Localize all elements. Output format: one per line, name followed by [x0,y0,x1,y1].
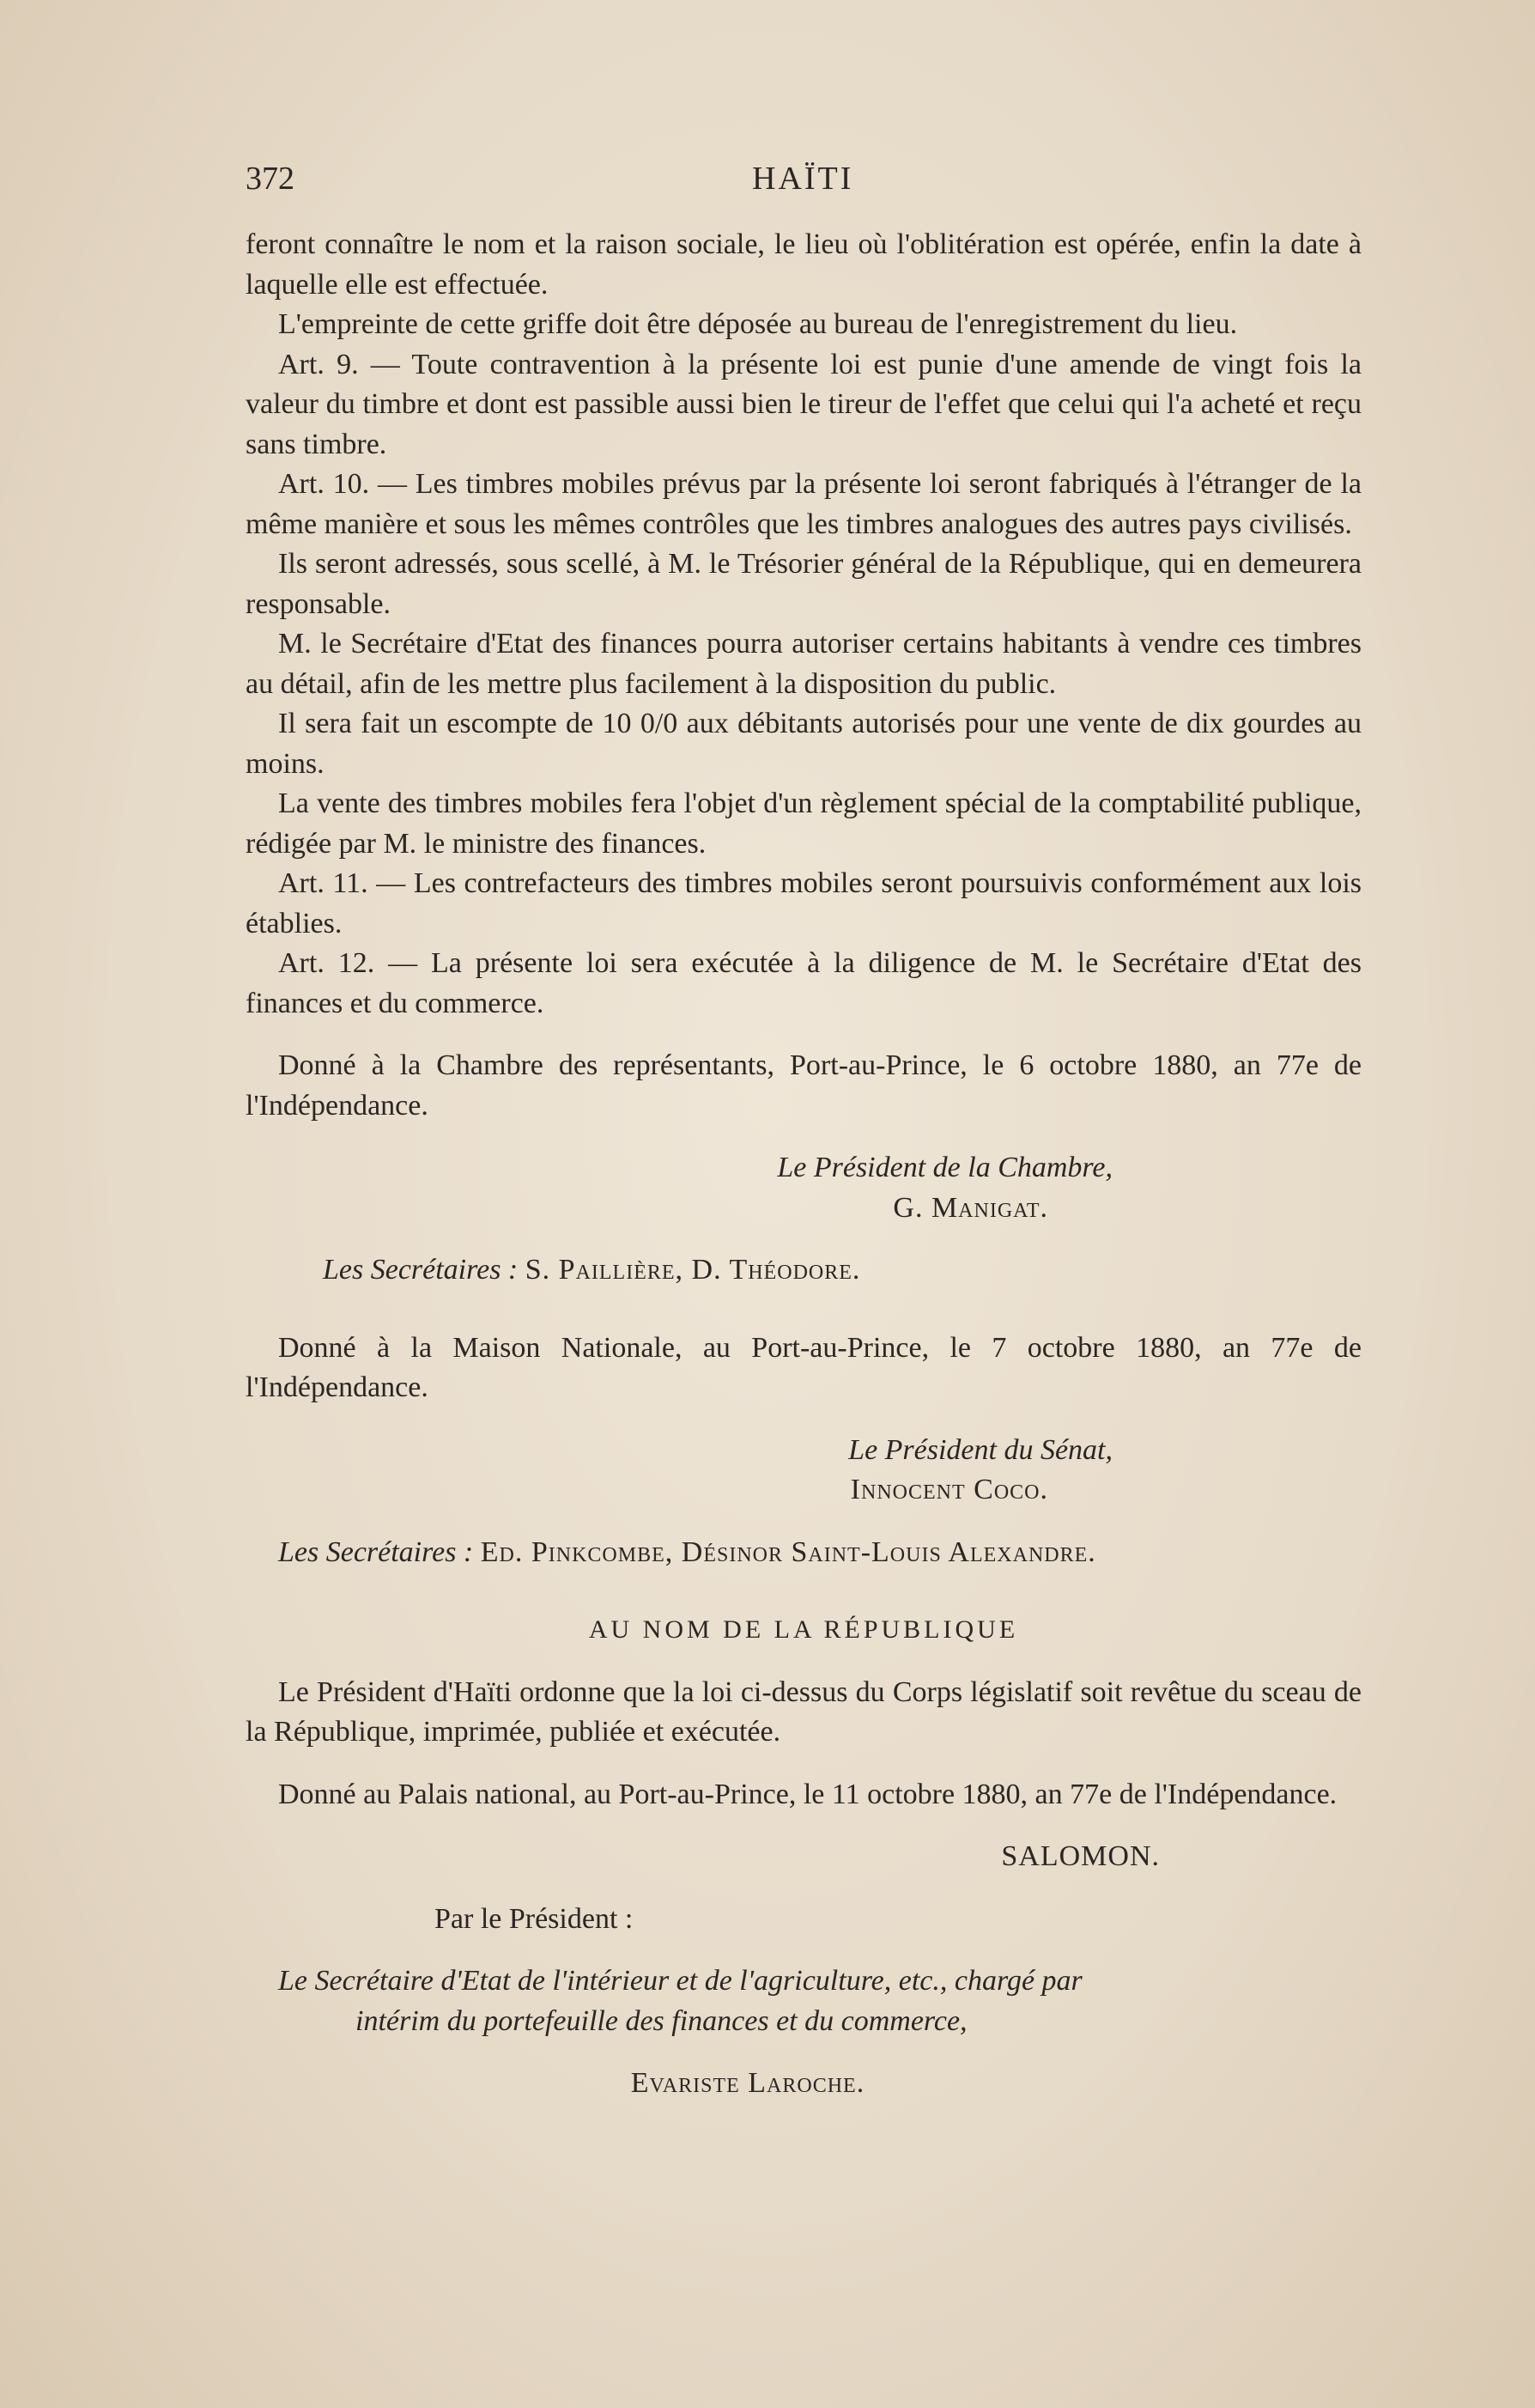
secretaire-line-2: intérim du portefeuille des finances et du commerce, [355,2004,968,2037]
senat-president-title: Le Président du Sénat, [848,1433,1113,1466]
paragraph: L'empreinte de cette griffe doit être déposée au bureau de l'enregistrement du lieu. [278,308,1238,340]
chambre-given: Donné à la Chambre des représentants, Port-au-Prince, le 6 octobre 1880, an 77e de l'Indépendance. [246,1049,1362,1122]
secretaire-name: Evariste Laroche. [630,2067,865,2099]
secretaires-names: Ed. Pinkcombe, Désinor Saint-Louis Alexandre. [480,1535,1096,1568]
republique-given: Donné au Palais national, au Port-au-Prince, le 11 octobre 1880, an 77e de l'Indépendance. [278,1778,1338,1810]
chambre-president-title: Le Président de la Chambre, [777,1152,1113,1183]
secretaires-label: Les Secrétaires : [278,1535,474,1568]
article-10: Art. 10. — Les timbres mobiles prévus par la présente loi seront fabriqués à l'étranger de la même manière et sous les mêmes contrôles que les timbres analogues des autres pays civilisés. [246,468,1362,540]
senat-president-name: Innocent Coco. [850,1474,1048,1505]
republique-order: Le Président d'Haïti ordonne que la loi ci-dessus du Corps législatif soit revêtue du sceau de la République, imprimée, publiée et exécutée. [246,1675,1362,1748]
body-text [246,225,1362,2104]
paragraph: Il sera fait un escompte de 10 0/0 aux débitants autorisés pour une vente de dix gourdes au moins. [246,708,1362,780]
secretaires-label: Les Secrétaires : [323,1254,519,1286]
paragraph: M. le Secrétaire d'Etat des finances pourra autoriser certains habitants à vendre ces timbres au détail, afin de les mettre plus facilement à la disposition du public. [246,628,1362,700]
paragraph: Ils seront adressés, sous scellé, à M. le Trésorier général de la République, qui en demeurera responsable. [246,548,1362,620]
article-9: Art. 9. — Toute contravention à la présente loi est punie d'une amende de vingt fois la valeur du timbre et dont est passible aussi bien le tireur de l'effet que celui qui l'a acheté et reçu sans timbre. [246,348,1362,460]
article-12: Art. 12. — La présente loi sera exécutée à la diligence de M. le Secrétaire d'Etat des finances et du commerce. [246,947,1362,1019]
senat-given: Donné à la Maison Nationale, au Port-au-Prince, le 7 octobre 1880, an 77e de l'Indépendance. [246,1331,1362,1403]
page-header [246,160,1362,211]
senat-secretaires [246,1533,1362,1573]
article-11: Art. 11. — Les contrefacteurs des timbres mobiles seront poursuivis conformément aux lois établies. [246,867,1362,939]
running-title: HAÏTI [752,161,854,197]
republique-heading: AU NOM DE LA RÉPUBLIQUE [588,1615,1019,1644]
secretaires-names: S. Paillière, D. Théodore. [525,1254,861,1286]
paragraph: feront connaître le nom et la raison sociale, le lieu où l'oblitération est opérée, enfin la date à laquelle elle est effectuée. [246,228,1362,301]
chambre-secretaires [246,1250,1362,1291]
par-le-president: Par le Président : [434,1902,634,1935]
page-number: 372 [246,161,294,197]
secretaire-line-1: Le Secrétaire d'Etat de l'intérieur et de l'agriculture, etc., chargé par [278,1965,1083,1997]
paragraph: La vente des timbres mobiles fera l'objet d'un règlement spécial de la comptabilité publique, rédigée par M. le ministre des finances. [246,787,1362,860]
chambre-president-name: G. Manigat. [893,1191,1048,1224]
signature-salomon: SALOMON. [1001,1840,1160,1872]
